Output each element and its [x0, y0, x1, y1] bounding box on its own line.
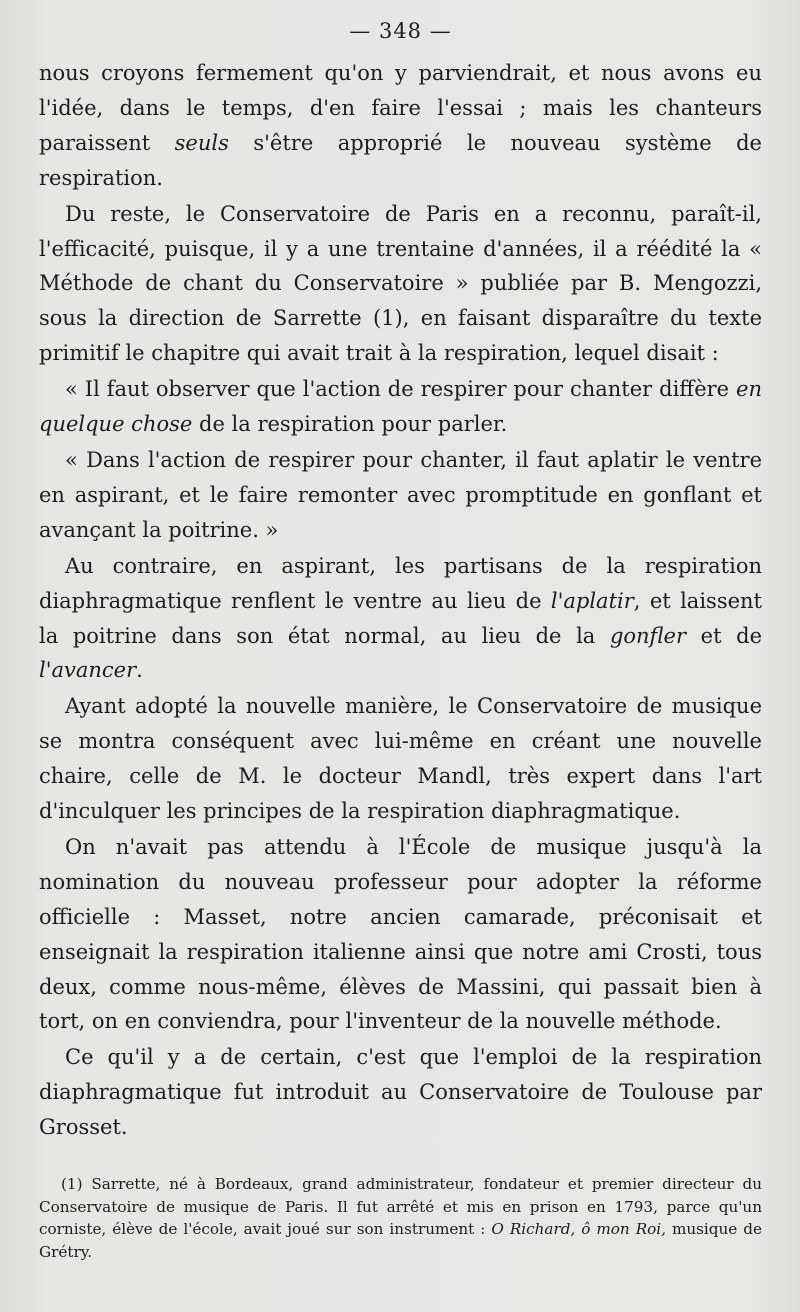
- paragraph-5: [39, 549, 762, 689]
- text-run: « Dans l'action de respirer pour chanter, il faut aplatir le ventre en aspirant, et le faire remonter avec promptitude en gonflant et avançant la poitrine. »: [39, 447, 762, 542]
- paragraph-7: [39, 830, 762, 1039]
- text-run: On n'avait pas attendu à l'École de musique jusqu'à la nomination du nouveau professeur pour adopter la réforme officielle : Masset, notre ancien camarade, préconisait et enseignait la respiration italienne ainsi que notre ami Crosti, tous deux, comme nous-même, élèves de Massini, qui passait bien à tort, on en conviendra, pour l'inventeur de la nouvelle méthode.: [39, 834, 762, 1034]
- text-run: musique de Grétry.: [39, 1220, 762, 1261]
- text-run: Au contraire, en aspirant, les partisans de la respiration diaphragmatique renflent le ventre au lieu de: [39, 553, 762, 613]
- text-run: (1) Sarrette, né à Bordeaux, grand administrateur, fondateur et premier directeur du Conservatoire de musique de Paris. Il fut arrêté et mis en prison en 1793, parce qu'un corniste, élève de l'école, avait joué sur son instrument :: [39, 1175, 762, 1239]
- italic-text: en quelque chose: [39, 377, 762, 437]
- text-run: s'être approprié le nouveau système de respiration.: [39, 130, 762, 190]
- text-run: , et laissent la poitrine dans son état normal, au lieu de la: [39, 588, 762, 648]
- footnote: [39, 1173, 762, 1263]
- paragraph-2: [39, 197, 762, 372]
- text-run: « Il faut observer que l'action de respirer pour chanter diffère: [65, 377, 737, 402]
- text-run: et de: [686, 623, 762, 648]
- text-run: nous croyons fermement qu'on y parviendrait, et nous avons eu l'idée, dans le temps, d'en faire l'essai ; mais les chanteurs paraissent: [39, 61, 762, 155]
- italic-text: seuls: [174, 130, 229, 155]
- italic-text: l'aplatir: [550, 588, 634, 613]
- text-run: .: [136, 658, 143, 683]
- text-run: de la respiration pour parler.: [192, 412, 508, 437]
- text-run: Ayant adopté la nouvelle manière, le Conservatoire de musique se montra conséquent avec lui-même en créant une nouvelle chaire, celle de M. le docteur Mandl, très expert dans l'art d'inculquer les principes de la respiration diaphragmatique.: [39, 694, 762, 824]
- paragraph-6: [39, 689, 762, 829]
- text-run: Ce qu'il y a de certain, c'est que l'emploi de la respiration diaphragmatique fut introduit au Conservatoire de Toulouse par Grosset.: [39, 1045, 762, 1140]
- italic-text: gonfler: [609, 623, 687, 648]
- italic-text: O Richard, ô mon Roi,: [491, 1220, 666, 1239]
- paragraph-3: [39, 372, 762, 442]
- paragraph-4: [39, 443, 762, 548]
- text-run: Du reste, le Conservatoire de Paris en a reconnu, paraît-il, l'efficacité, puisque, il y a une trentaine d'années, il a réédité la « Méthode de chant du Conservatoire » publiée par B. Mengozzi, sous la direction de Sarrette (1), en faisant disparaître du texte primitif le chapitre qui avait trait à la respiration, lequel disait :: [39, 201, 762, 366]
- paragraph-8: [39, 1040, 762, 1145]
- paragraph-1: [39, 56, 762, 196]
- page-number: — 348 —: [349, 19, 452, 43]
- italic-text: l'avancer: [39, 658, 137, 683]
- body-text: [39, 56, 762, 1145]
